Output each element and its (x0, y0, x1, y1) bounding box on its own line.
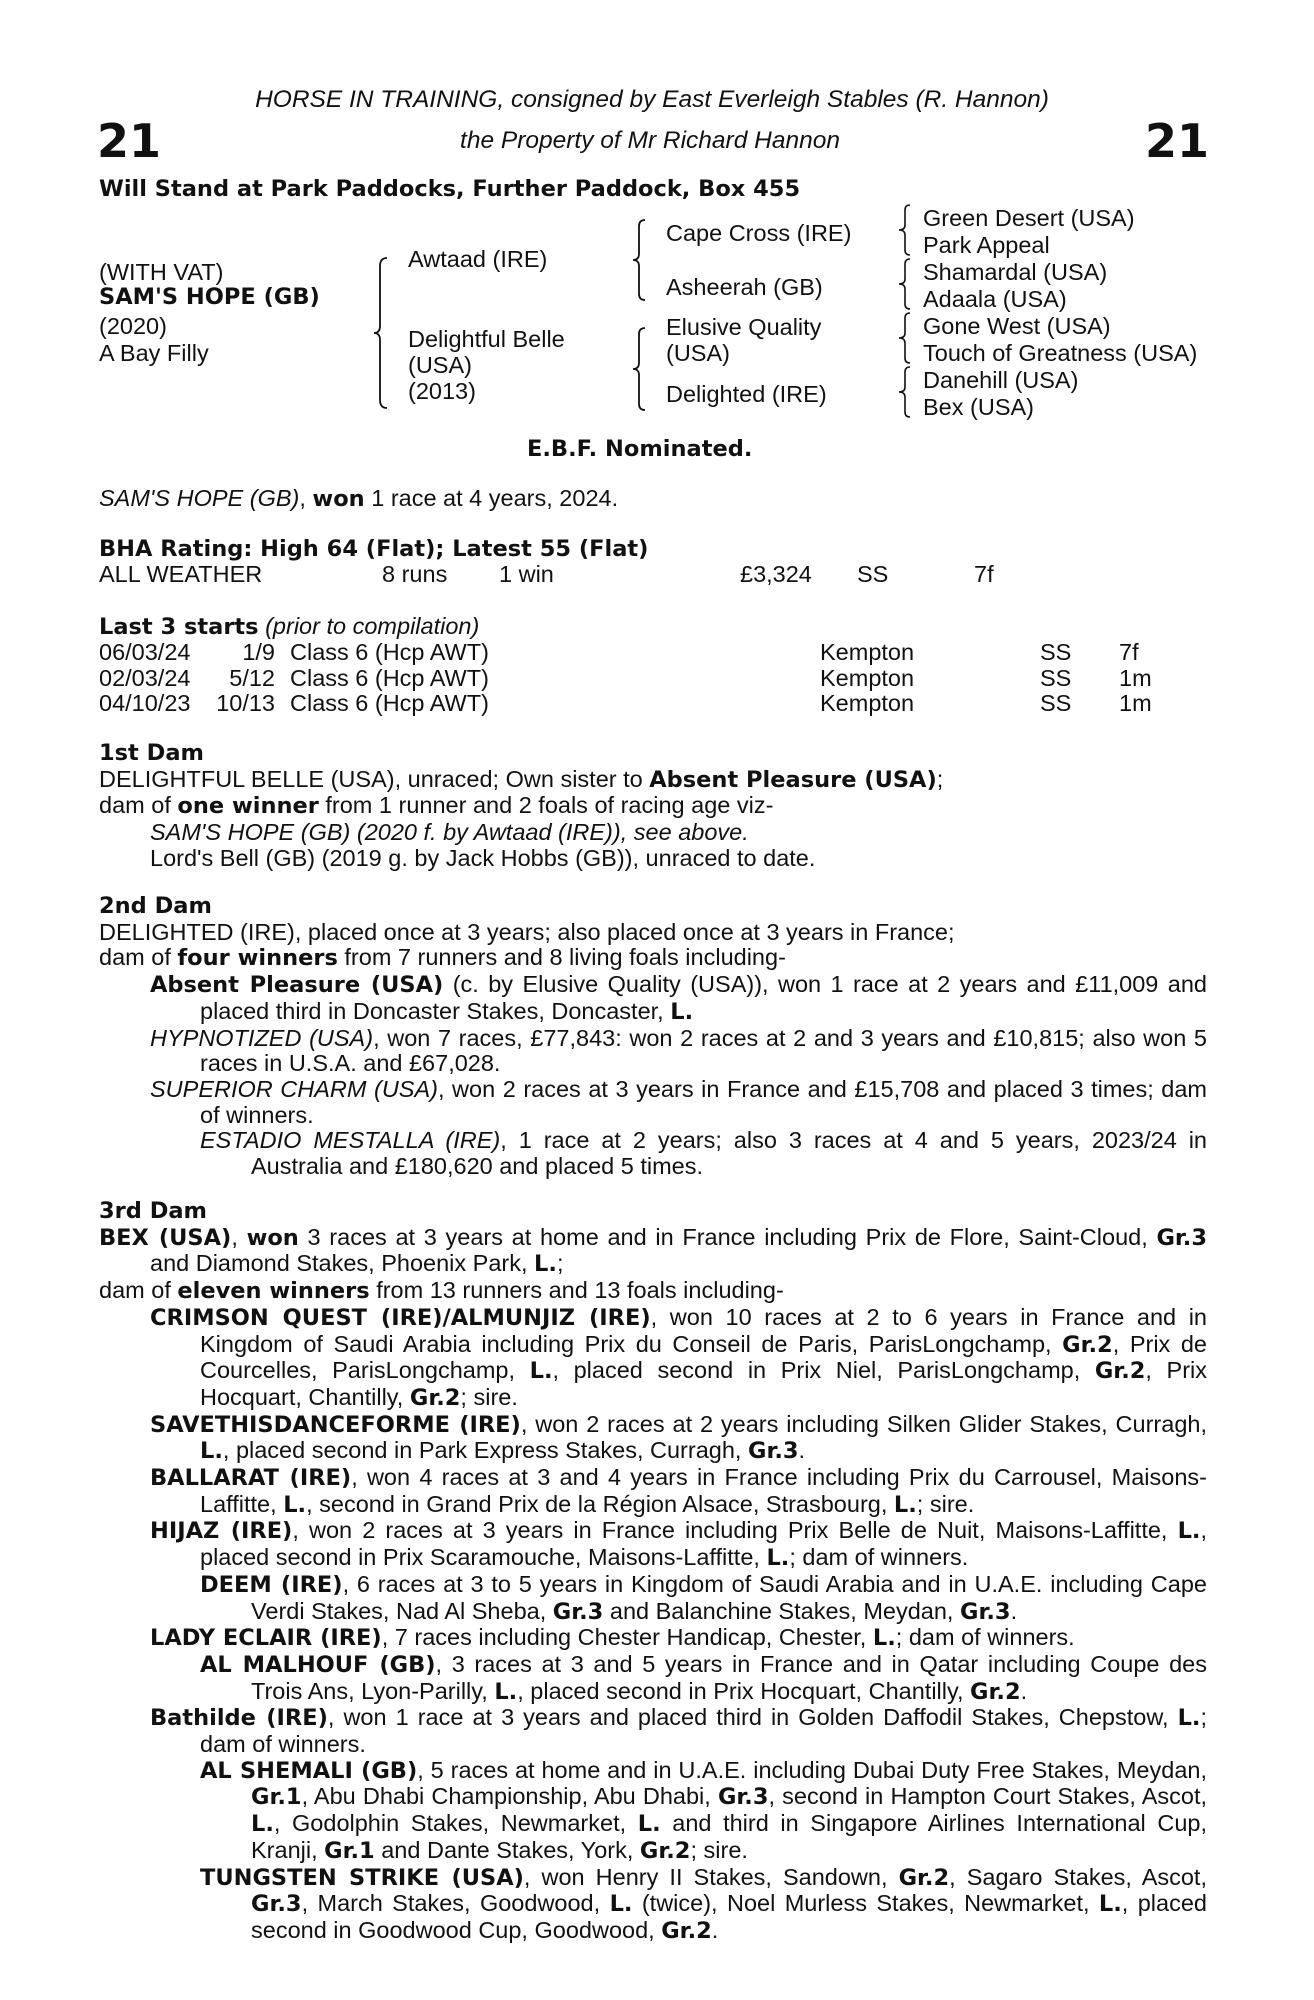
rating-runs: 8 runs (382, 561, 448, 587)
third-dam-title: 3rd Dam (99, 1198, 207, 1224)
start-race: Class 6 (Hcp AWT) (290, 690, 489, 716)
entry-lady-eclair: LADY ECLAIR (IRE), 7 races including Chester Handicap, Chester, L.; dam of winners. (150, 1624, 1075, 1652)
pedigree-brace-sire (632, 218, 650, 302)
summary-name: SAM'S HOPE (GB) (99, 485, 300, 511)
lot-number-left: 21 (97, 114, 162, 168)
rating-distance: 7f (974, 561, 994, 587)
ggp-4: Adaala (USA) (923, 286, 1067, 312)
rating-going: SS (857, 561, 889, 587)
start-pos: 1/9 (242, 639, 275, 665)
start-pos: 10/13 (216, 690, 275, 716)
horse-year: (2020) (99, 313, 167, 339)
rating-surface: ALL WEATHER (99, 561, 263, 587)
ggp-6: Touch of Greatness (USA) (923, 340, 1198, 366)
entry-hijaz: HIJAZ (IRE), won 2 races at 3 years in France including Prix Belle de Nuit, Maisons-Laffitte, L., placed second in Prix Scaramouche, Maisons-Laffitte, L.; dam of winners. (150, 1517, 1207, 1572)
entry-tungsten-strike: TUNGSTEN STRIKE (USA), won Henry II Stakes, Sandown, Gr.2, Sagaro Stakes, Ascot, Gr.3, March Stakes, Goodwood, L. (twice), Noel Murless Stakes, Newmarket, L., placed second in Goodwood Cup, Goodwood, Gr.2. (200, 1863, 1207, 1944)
second-dam-line-1: DELIGHTED (IRE), placed once at 3 years; also placed once at 3 years in France; (99, 918, 955, 945)
dam-line-3: (2013) (408, 378, 476, 404)
second-dam-entry-estadio-mestalla: ESTADIO MESTALLA (IRE), 1 race at 2 years; also 3 races at 4 and 5 years, 2023/24 in Australia and £180,620 and placed 5 times. (200, 1127, 1207, 1180)
start-course: Kempton (820, 690, 915, 716)
dam-sire-1: Elusive Quality (666, 314, 822, 340)
rating-prize: £3,324 (740, 561, 812, 587)
ggp-2: Park Appeal (923, 232, 1050, 258)
second-dam-title: 2nd Dam (99, 893, 212, 919)
ggp-8: Bex (USA) (923, 394, 1034, 420)
entry-ballarat: BALLARAT (IRE), won 4 races at 3 and 4 years in France including Prix du Carrousel, Maisons-Laffitte, L., second in Grand Prix de la Région Alsace, Strasbourg, L.; sire. (150, 1464, 1207, 1518)
entry-al-malhouf: AL MALHOUF (GB), 3 races at 3 and 5 years in France and in Qatar including Coupe des Trois Ans, Lyon-Parilly, L., placed second in Prix Hocquart, Chantilly, Gr.2. (200, 1650, 1208, 1705)
vat-note: (WITH VAT) (99, 259, 224, 285)
start-race: Class 6 (Hcp AWT) (290, 639, 489, 665)
dam-dam: Delighted (IRE) (666, 381, 827, 407)
stand-line: Will Stand at Park Paddocks, Further Paddock, Box 455 (99, 176, 801, 202)
entry-deem: DEEM (IRE), 6 races at 3 to 5 years in Kingdom of Saudi Arabia and in U.A.E. including Cape Verdi Stakes, Nad Al Sheba, Gr.3 and Balanchine Stakes, Meydan, Gr.3. (200, 1570, 1207, 1625)
dam-line-2: (USA) (408, 352, 472, 378)
start-course: Kempton (820, 665, 915, 691)
summary-won: won (312, 486, 365, 512)
last-starts-title: Last 3 starts (99, 614, 259, 640)
lot-number-right: 21 (1145, 114, 1210, 168)
third-dam-bex: BEX (USA), won 3 races at 3 years at home and in France including Prix de Flore, Saint-Cloud, Gr.3 and Diamond Stakes, Phoenix Park, L.; (99, 1223, 1208, 1278)
third-dam-produce-line: dam of eleven winners from 13 runners and 13 foals including- (99, 1277, 784, 1305)
pedigree-brace-ggp4 (898, 365, 914, 419)
ebf-nominated: E.B.F. Nominated. (527, 436, 753, 462)
sire-dam: Asheerah (GB) (666, 274, 823, 300)
entry-al-shemali: AL SHEMALI (GB), 5 races at home and in U.A.E. including Dubai Duty Free Stakes, Meydan, Gr.1, Abu Dhabi Championship, Abu Dhabi, Gr.3, second in Hampton Court Stakes, Ascot, L., Godolphin Stakes, Newmarket, L. and third in Singapore Airlines International Cup, Kranji, Gr.1 and Dante Stakes, York, Gr.2; sire. (200, 1756, 1208, 1864)
entry-crimson-quest: CRIMSON QUEST (IRE)/ALMUNJIZ (IRE), won 10 races at 2 to 6 years in France and in Kingdom of Saudi Arabia including Prix du Conseil de Paris, ParisLongchamp, Gr.2, Prix de Courcelles, ParisLongchamp, L., placed second in Prix Niel, ParisLongchamp, Gr.2, Prix Hocquart, Chantilly, Gr.2; sire. (150, 1303, 1208, 1411)
sire-sire: Cape Cross (IRE) (666, 220, 852, 246)
second-dam-entry-hypnotized: HYPNOTIZED (USA), won 7 races, £77,843: won 2 races at 2 and 3 years and £10,815; also won 5 races in U.S.A. and £67,028. (150, 1024, 1207, 1077)
first-dam-produce-2: Lord's Bell (GB) (2019 g. by Jack Hobbs (GB)), unraced to date. (150, 844, 816, 871)
third-dam-section (99, 1199, 1207, 1945)
pedigree-brace-ggp3 (898, 311, 914, 365)
race-summary: SAM'S HOPE (GB), won 1 race at 4 years, 2024. (99, 485, 619, 512)
dam-line-1: Delightful Belle (408, 326, 565, 352)
entry-bathilde: Bathilde (IRE), won 1 race at 3 years and placed third in Golden Daffodil Stakes, Chepstow, L.; dam of winners. (150, 1704, 1207, 1758)
first-dam-line-2: dam of one winner from 1 runner and 2 foals of racing age viz- (99, 792, 774, 820)
consignor-line: HORSE IN TRAINING, consigned by East Everleigh Stables (R. Hannon) (255, 86, 1049, 113)
ggp-1: Green Desert (USA) (923, 205, 1135, 231)
start-distance: 7f (1119, 639, 1139, 665)
start-going: SS (1040, 639, 1072, 665)
entry-savethisdanceforme: SAVETHISDANCEFORME (IRE), won 2 races at 2 years including Silken Glider Stakes, Curragh, L., placed second in Park Express Stakes, Curragh, Gr.3. (150, 1410, 1207, 1465)
start-distance: 1m (1119, 690, 1152, 716)
dam-sire-2: (USA) (666, 340, 730, 366)
ggp-5: Gone West (USA) (923, 313, 1111, 339)
start-date: 02/03/24 (99, 665, 191, 691)
pedigree-brace-ggp1 (898, 203, 914, 257)
start-pos: 5/12 (229, 665, 275, 691)
first-dam-line-1: DELIGHTFUL BELLE (USA), unraced; Own sister to Absent Pleasure (USA); (99, 765, 944, 793)
bha-rating-title: BHA Rating: High 64 (Flat); Latest 55 (Flat) (99, 536, 649, 562)
start-date: 06/03/24 (99, 639, 191, 665)
first-dam-produce-1: SAM'S HOPE (GB) (2020 f. by Awtaad (IRE)), see above. (150, 819, 749, 846)
ggp-3: Shamardal (USA) (923, 259, 1108, 285)
property-line: the Property of Mr Richard Hannon (460, 127, 840, 154)
last-starts-note: (prior to compilation) (265, 613, 480, 639)
first-dam-title: 1st Dam (99, 740, 204, 766)
horse-description: A Bay Filly (99, 340, 209, 366)
start-date: 04/10/23 (99, 690, 191, 716)
first-dam-section (99, 741, 1207, 872)
start-race: Class 6 (Hcp AWT) (290, 665, 489, 691)
start-course: Kempton (820, 639, 915, 665)
summary-rest: 1 race at 4 years, 2024. (364, 485, 619, 511)
second-dam-entry-absent-pleasure: Absent Pleasure (USA) (c. by Elusive Quality (USA)), won 1 race at 2 years and £11,009 and placed third in Doncaster Stakes, Doncaster, L. (150, 971, 1208, 1025)
horse-name: SAM'S HOPE (GB) (99, 284, 320, 310)
pedigree-brace-main (373, 256, 393, 410)
last-starts-heading (99, 614, 479, 641)
start-going: SS (1040, 690, 1072, 716)
pedigree-brace-ggp2 (898, 257, 914, 311)
sire: Awtaad (IRE) (408, 246, 548, 272)
second-dam-section (99, 894, 1207, 1180)
second-dam-entry-superior-charm: SUPERIOR CHARM (USA), won 2 races at 3 years in France and £15,708 and placed 3 times; dam of winners. (150, 1075, 1208, 1128)
start-distance: 1m (1119, 665, 1152, 691)
start-going: SS (1040, 665, 1072, 691)
pedigree-brace-dam (632, 326, 650, 412)
rating-wins: 1 win (499, 561, 554, 587)
second-dam-line-2: dam of four winners from 7 runners and 8 living foals including- (99, 944, 786, 972)
ggp-7: Danehill (USA) (923, 367, 1079, 393)
